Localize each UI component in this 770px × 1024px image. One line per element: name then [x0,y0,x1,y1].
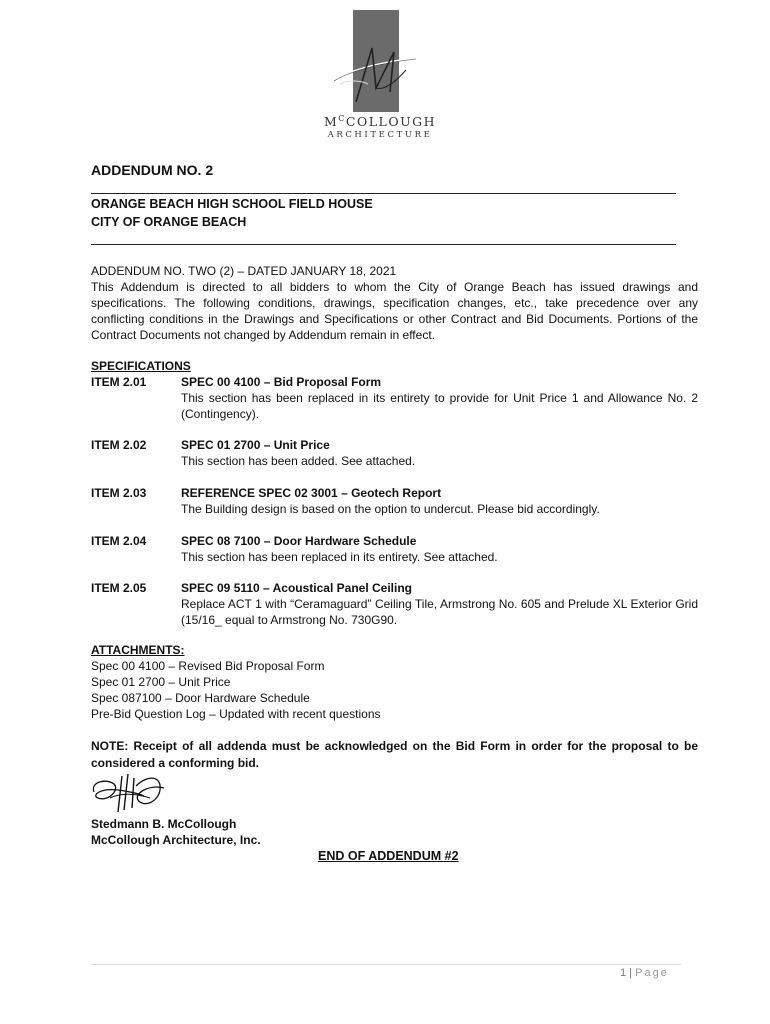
acknowledgement-note: NOTE: Receipt of all addenda must be acknowledged on the Bid Form in order for the proposal to be considered a conforming bid. [91,739,698,770]
attachment-item: Spec 01 2700 – Unit Price [91,675,231,689]
item-title: REFERENCE SPEC 02 3001 – Geotech Report [181,486,442,500]
divider [91,193,676,194]
attachment-item: Spec 087100 – Door Hardware Schedule [91,691,310,705]
item-title: SPEC 09 5110 – Acoustical Panel Ceiling [181,581,412,595]
intro-paragraph: This Addendum is directed to all bidders to whom the City of Orange Beach has issued drawings and specifications. The following conditions, drawings, specification changes, etc., take precedence over any conflicting conditions in the Drawings and Specifications or other Contract and Bid Documents. Portions of the Contract Documents not changed by Addendum remain in effect. [91,280,698,342]
item-title: SPEC 08 7100 – Door Hardware Schedule [181,534,417,548]
addendum-title: ADDENDUM NO. 2 [91,162,214,178]
signer-name: Stedmann B. McCollough [91,817,237,831]
page-separator: | [626,967,636,979]
logo-monogram-icon [320,40,430,120]
divider [91,244,676,245]
item-body: This section has been replaced in its entirety to provide for Unit Price 1 and Allowance No. 2 (Contingency). [181,391,698,421]
item-number: ITEM 2.05 [91,581,147,595]
attachment-item: Pre-Bid Question Log – Updated with recent questions [91,707,381,721]
item-number: ITEM 2.04 [91,534,147,548]
page-number: 1 [620,967,627,979]
item-body: This section has been added. See attached. [181,454,416,468]
attachments-list [91,658,381,722]
item-title: SPEC 01 2700 – Unit Price [181,438,330,452]
item-body: This section has been replaced in its entirety. See attached. [181,550,498,564]
footer-divider [91,964,681,965]
end-of-addendum: END OF ADDENDUM #2 [318,849,459,863]
logo-name: $M^CCOLLOUGH$ [323,114,437,130]
attachments-heading: ATTACHMENTS: [91,643,185,657]
signer-block [91,816,261,848]
attachment-item: Spec 00 4100 – Revised Bid Proposal Form [91,659,325,673]
handwritten-signature [88,768,170,818]
signer-company: McCollough Architecture, Inc. [91,833,261,847]
addendum-date-line: ADDENDUM NO. TWO (2) – DATED JANUARY 18, 2021 [91,264,397,278]
project-owner: CITY OF ORANGE BEACH [91,215,247,229]
item-number: ITEM 2.02 [91,438,147,452]
intro-section [91,263,698,343]
project-name: ORANGE BEACH HIGH SCHOOL FIELD HOUSE [91,197,373,211]
specifications-heading: SPECIFICATIONS [91,359,191,373]
item-number: ITEM 2.03 [91,486,147,500]
page-label: Page [635,967,669,979]
item-number: ITEM 2.01 [91,375,147,389]
page-footer [620,967,669,979]
item-body: The Building design is based on the option to undercut. Please bid accordingly. [181,502,600,516]
item-body: Replace ACT 1 with “Ceramaguard” Ceiling Tile, Armstrong No. 605 and Prelude XL Exterior Grid (15/16_ equal to Armstrong No. 730G90. [181,597,698,627]
logo-subtitle: ARCHITECTURE [327,130,433,140]
company-logo [320,10,440,142]
item-title: SPEC 00 4100 – Bid Proposal Form [181,375,382,389]
